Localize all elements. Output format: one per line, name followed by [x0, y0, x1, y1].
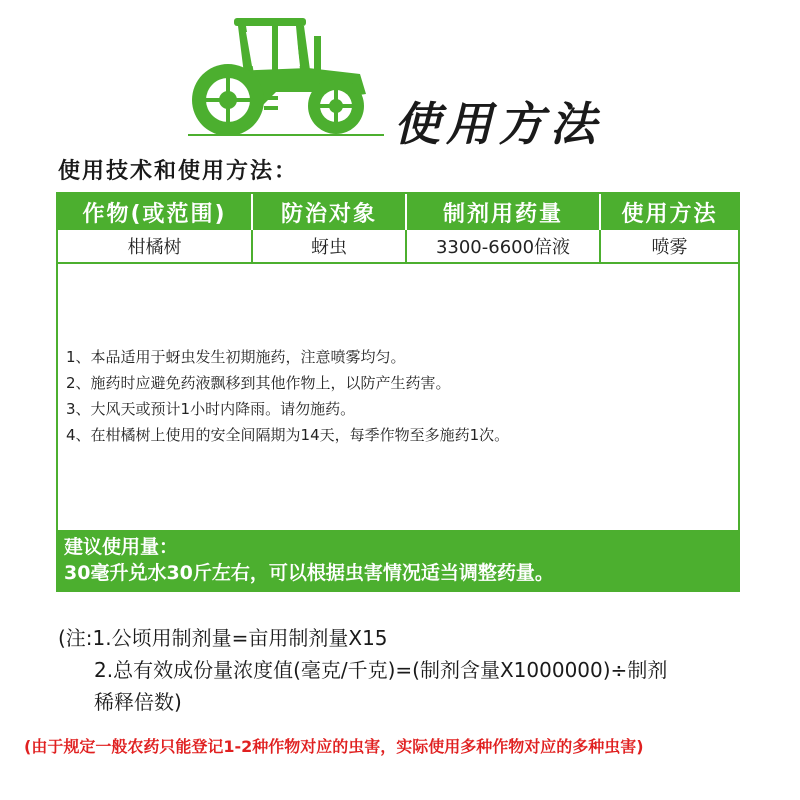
- usage-subtitle: 使用技术和使用方法：: [58, 159, 299, 184]
- cell-dosage: 3300-6600倍液: [406, 230, 600, 263]
- usage-table: [58, 194, 738, 264]
- note-item: 1、本品适用于蚜虫发生初期施药，注意喷雾均匀。: [66, 348, 406, 366]
- notes-list: [66, 344, 509, 448]
- warning-text: (由于规定一般农药只能登记1-2种作物对应的虫害，实际使用多种作物对应的多种虫害): [24, 737, 644, 756]
- note-item: 2、施药时应避免药液飘移到其他作物上，以防产生药害。: [66, 374, 451, 392]
- usage-panel: [56, 192, 740, 592]
- cell-crop: 柑橘树: [58, 230, 252, 263]
- note-item: 4、在柑橘树上使用的安全间隔期为14天，每季作物至多施药1次。: [66, 426, 510, 444]
- header-method: 使用方法: [600, 194, 738, 230]
- advice-text: 30毫升兑水30斤左右，可以根据虫害情况适当调整药量。: [64, 562, 554, 584]
- tractor-icon: [188, 14, 384, 138]
- cell-method: 喷雾: [600, 230, 738, 263]
- table-row: [58, 230, 738, 263]
- header-dosage: 制剂用药量: [406, 194, 600, 230]
- footnote-line-2: 2.总有效成份量浓度值(毫克/千克)=(制剂含量X1000000)÷制剂: [94, 658, 668, 682]
- page-title: 使用方法: [394, 97, 602, 151]
- footnote-line-3: 稀释倍数): [94, 690, 182, 714]
- advice-title: 建议使用量：: [64, 536, 179, 558]
- header-crop: 作物(或范围): [58, 194, 252, 230]
- table-header-row: [58, 194, 738, 230]
- footnote: [58, 622, 667, 718]
- advice-box: [58, 530, 738, 590]
- note-item: 3、大风天或预计1小时内降雨。请勿施药。: [66, 400, 356, 418]
- cell-target: 蚜虫: [252, 230, 406, 263]
- footnote-line-1: (注:1.公顷用制剂量=亩用制剂量X15: [58, 626, 388, 650]
- header-target: 防治对象: [252, 194, 406, 230]
